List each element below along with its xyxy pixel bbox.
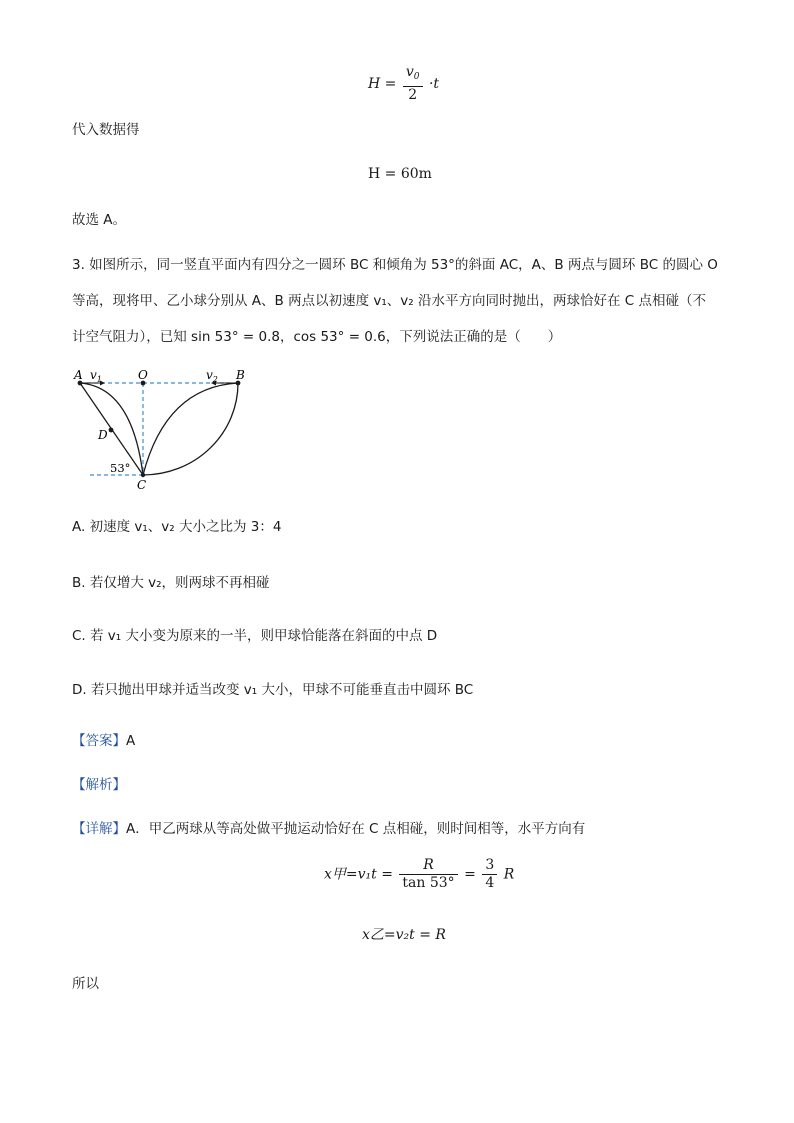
label-v2: $v_2$ <box>206 368 218 384</box>
eq3-fraction-2 <box>482 857 497 892</box>
question-line-1: 3. 如图所示，同一竖直平面内有四分之一圆环 BC 和倾角为 53°的斜面 AC，A、B 两点与圆环 BC 的圆心 O <box>72 257 718 273</box>
label-o: O <box>138 368 148 382</box>
eq3-num1: R <box>399 857 457 875</box>
option-a: A. 初速度 v₁、v₂ 大小之比为 3：4 <box>72 519 282 535</box>
detail-tag: 【详解】 <box>72 821 126 837</box>
equation-x-yi: x乙=v₂t = R <box>362 927 446 943</box>
text-choose-a: 故选 A。 <box>72 212 127 228</box>
question-line-3: 计空气阻力），已知 sin 53° = 0.8，cos 53° = 0.6，下列说法正确的是（ ） <box>72 329 562 345</box>
option-d: D. 若只抛出甲球并适当改变 v₁ 大小，甲球不可能垂直击中圆环 BC <box>72 682 474 698</box>
equation-h-average-velocity <box>368 64 439 104</box>
eq1-lhs: H = <box>368 76 397 92</box>
detail-line <box>72 819 585 839</box>
answer-line <box>72 731 135 751</box>
option-b: B. 若仅增大 v₂，则两球不再相碰 <box>72 575 270 591</box>
projectile-figure <box>70 365 270 495</box>
text-therefore: 所以 <box>72 976 99 992</box>
equation-x-jia <box>324 857 514 892</box>
label-angle: 53° <box>110 461 131 475</box>
eq3-num2: 3 <box>482 857 497 875</box>
detail-text: A．甲乙两球从等高处做平抛运动恰好在 C 点相碰，则时间相等，水平方向有 <box>126 821 586 837</box>
eq1-fraction <box>403 64 423 104</box>
label-d: D <box>98 428 108 442</box>
eq3-den1: tan 53° <box>402 875 455 891</box>
eq1-numerator: $v_0$ <box>403 64 423 87</box>
option-c: C. 若 v₁ 大小变为原来的一半，则甲球恰能落在斜面的中点 D <box>72 628 438 644</box>
analysis-tag: 【解析】 <box>72 777 126 793</box>
text-substitute-data: 代入数据得 <box>72 122 140 138</box>
eq3-tail: R <box>503 866 515 883</box>
label-b: B <box>236 368 245 382</box>
eq3-equals: = <box>464 866 476 883</box>
answer-tag: 【答案】 <box>72 733 126 749</box>
answer-value: A <box>126 733 136 749</box>
label-c: C <box>137 478 147 492</box>
eq3-fraction-1 <box>399 857 457 892</box>
label-v1: $v_1$ <box>90 368 102 384</box>
eq3-den2: 4 <box>485 875 495 891</box>
question-line-2: 等高，现将甲、乙小球分别从 A、B 两点以初速度 v₁、v₂ 沿水平方向同时抛出，两球恰好在 C 点相碰（不 <box>72 293 706 309</box>
eq1-tail: ·t <box>428 76 440 92</box>
label-a: A <box>74 368 83 382</box>
eq3-lhs: x甲=v₁t = <box>324 866 393 883</box>
equation-h-result: H = 60m <box>368 166 432 182</box>
eq1-denominator: 2 <box>408 87 418 103</box>
